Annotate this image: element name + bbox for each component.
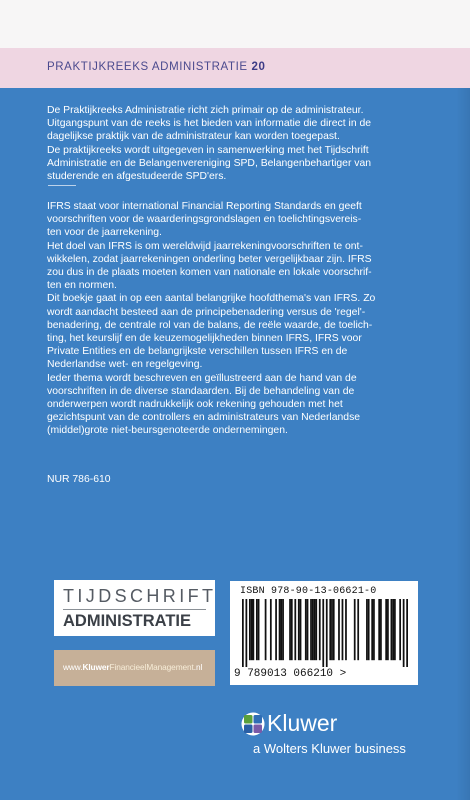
barcode-label (230, 581, 418, 685)
barcode-bar (373, 599, 375, 660)
description-line: ting, het keurslijf en de keuzemogelijkheden binnen IFRS, IFRS voor (47, 333, 362, 345)
barcode-bar (294, 599, 296, 660)
barcode-bar (387, 599, 389, 660)
intro-line: De praktijkreeks wordt uitgegeven in samenwerking met het Tijdschrift (47, 144, 369, 156)
spine-shadow (456, 88, 470, 800)
website-url (63, 662, 202, 672)
publisher-name: Kluwer (267, 710, 338, 736)
blue-panel (0, 88, 470, 800)
barcode-bar (310, 599, 312, 660)
barcode-bar (315, 599, 317, 660)
barcode-bar (314, 599, 316, 660)
url-section: FinancieelManagement (109, 662, 194, 672)
barcode-bar (394, 599, 396, 660)
url-suffix: .nl (193, 662, 203, 672)
description-line: (middel)grote niet-beursgenoteerde ondernemingen. (47, 425, 288, 437)
description-line: Dit boekje gaat in op een aantal belangrijke hoofdthema's van IFRS. Zo (47, 293, 376, 305)
barcode-icon (242, 599, 408, 667)
description-line: voorschriften voor de waarderingsgrondslagen en toelichtingsvereis- (47, 214, 362, 226)
barcode-bar (399, 599, 401, 660)
barcode-bar (280, 599, 282, 660)
barcode-bar (298, 599, 300, 660)
barcode-bar (322, 599, 324, 667)
barcode-bar (371, 599, 373, 660)
barcode-bar (329, 599, 331, 660)
barcode-bar (252, 599, 254, 660)
barcode-bar (378, 599, 380, 660)
description-line: ten voor de jaarrekening. (47, 227, 162, 239)
barcode-bar (354, 599, 356, 660)
description-line: ten en normen. (47, 280, 117, 292)
publisher-tagline: a Wolters Kluwer business (253, 741, 406, 756)
barcode-bar (279, 599, 281, 660)
description-line: benadering, de centrale rol van de balans, de reële waarde, de toelich- (47, 319, 373, 331)
intro-line: De Praktijkreeks Administratie richt zich primair op de administrateur. (47, 105, 364, 116)
description-line: voorschriften in de diverse standaarden. Bij de behandeling van de (47, 385, 355, 397)
series-number: 20 (251, 61, 266, 73)
barcode-bar (406, 599, 408, 667)
barcode-bar (291, 599, 293, 660)
barcode-bar (282, 599, 284, 660)
description-line: Private Entities en de belangrijkste verschillen tussen IFRS en de (47, 346, 348, 358)
barcode-bar (307, 599, 309, 660)
barcode-bar (312, 599, 314, 660)
intro-line: studerende en afgestudeerde SPD'ers. (47, 171, 227, 183)
barcode-bar (305, 599, 307, 660)
barcode-bar (368, 599, 370, 660)
barcode-bar (249, 599, 251, 660)
series-intro-text (47, 104, 451, 183)
website-banner (54, 650, 215, 686)
kluwer-globe-icon (241, 712, 265, 736)
barcode-bar (342, 599, 344, 660)
barcode-bar (385, 599, 387, 660)
logo-top-text: TIJDSCHRIFT (63, 586, 217, 606)
series-title (47, 61, 265, 73)
description-line: Nederlandse wet- en regelgeving. (47, 359, 203, 371)
barcode-bar (251, 599, 253, 660)
description-line: zou dus in de plaats moeten komen van nationale en lokale voorschrif- (47, 267, 372, 279)
barcode-bar (392, 599, 394, 660)
barcode-bar (391, 599, 393, 660)
nur-code: NUR 786-610 (47, 474, 111, 485)
barcode-bar (300, 599, 302, 660)
book-description (47, 200, 451, 438)
tijdschrift-administratie-logo (54, 580, 215, 636)
url-brand: Kluwer (82, 662, 110, 672)
barcode-bar (275, 599, 277, 660)
logo-bottom-text: ADMINISTRATIE (63, 612, 192, 630)
series-label: PRAKTIJKREEKS ADMINISTRATIE (47, 61, 248, 73)
barcode-bar (333, 599, 335, 660)
barcode-bar (366, 599, 368, 660)
logo-rule (63, 609, 206, 610)
barcode-bar (256, 599, 258, 660)
url-prefix: www. (63, 662, 83, 672)
description-line: IFRS staat voor international Financial Reporting Standards en geeft (47, 201, 362, 212)
barcode-bar (242, 599, 244, 667)
isbn-text: ISBN 978-90-13-06621-0 (240, 586, 377, 597)
barcode-bar (245, 599, 247, 667)
barcode-bar (326, 599, 328, 667)
description-line: wikkelen, zodat jaarrekeningen onderling beter vergelijkbaar zijn. IFRS (47, 253, 372, 265)
barcode-bar (338, 599, 340, 660)
barcode-bar (403, 599, 405, 667)
barcode-bar (265, 599, 267, 660)
description-line: onderwerpen wordt nadrukkelijk ook rekening gehouden met het (47, 399, 343, 411)
description-line: Ieder thema wordt beschreven en geïllustreerd aan de hand van de (47, 372, 357, 384)
top-margin (0, 0, 470, 48)
barcode-bar (380, 599, 382, 660)
barcode-bar (331, 599, 333, 660)
barcode-bar (319, 599, 321, 660)
intro-line: Administratie en de Belangenvereniging SPD, Belangenbehartiger van (47, 157, 372, 169)
barcode-bar (357, 599, 359, 660)
intro-line: Uitgangspunt van de reeks is het bieden van informatie die direct in de (47, 118, 372, 130)
intro-line: dagelijkse praktijk van de administrateur kan worden toegepast. (47, 131, 340, 143)
barcode-bar (345, 599, 347, 660)
divider (48, 185, 76, 186)
barcode-digits: 9 789013 066210 > (234, 668, 347, 680)
description-line: Het doel van IFRS is om wereldwijd jaarrekeningvoorschriften te ont- (47, 240, 363, 252)
barcode-bar (270, 599, 272, 660)
description-line: gezichtspunt van de controllers en administrateurs van Nederlandse (47, 412, 361, 424)
barcode-bar (289, 599, 291, 660)
barcode-bar (258, 599, 260, 660)
description-line: wordt aandacht besteed aan de principebenadering versus de 'regel'- (47, 306, 366, 318)
